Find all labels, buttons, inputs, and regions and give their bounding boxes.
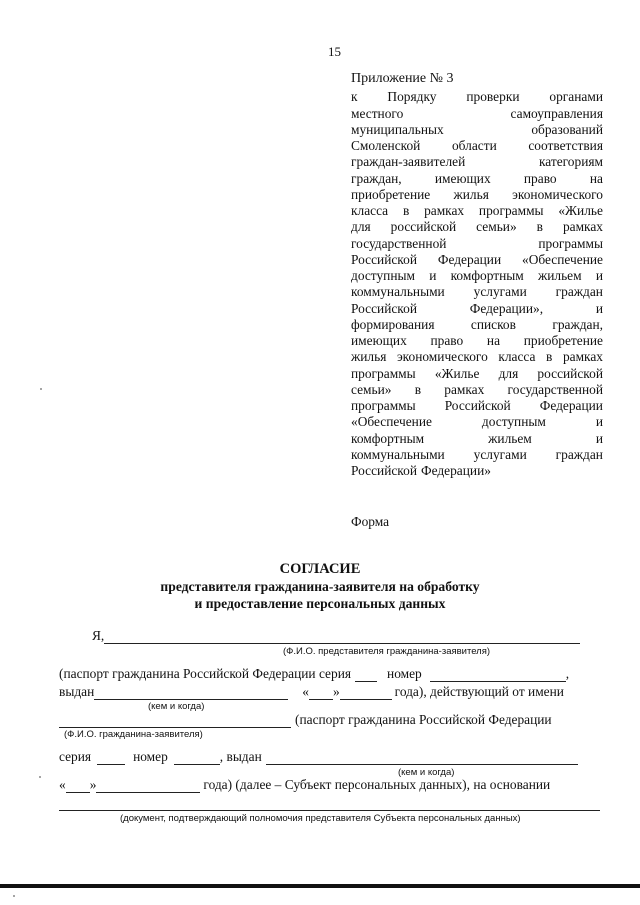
passport-number-field[interactable] xyxy=(430,669,566,682)
appendix-word: жильем xyxy=(488,430,532,446)
appendix-word: в xyxy=(546,349,553,365)
applicant-issued-hint: (кем и когда) xyxy=(398,767,455,778)
authority-document-field[interactable] xyxy=(59,810,600,811)
appendix-word: Федерации», xyxy=(469,300,544,316)
appendix-block xyxy=(351,71,603,479)
appendix-word: «Жилье xyxy=(434,365,480,381)
appendix-word: рамках xyxy=(562,349,603,365)
acting-label: года), действующий от имени xyxy=(394,684,564,699)
appendix-word: Федерации» xyxy=(421,463,491,478)
page-number: 15 xyxy=(328,44,341,59)
appendix-word: жилья xyxy=(351,349,387,365)
appendix-heading: Приложение № 3 xyxy=(351,71,454,86)
appendix-word: Федерации xyxy=(437,251,502,267)
issued-hint: (кем и когда) xyxy=(148,701,205,712)
appendix-word: и xyxy=(595,430,603,446)
appendix-line xyxy=(351,382,603,398)
appendix-word: для xyxy=(498,365,519,381)
consent-row-applicant-passport xyxy=(59,749,578,765)
document-subtitle-line2: и предоставление персональных данных xyxy=(194,596,446,611)
appendix-word: комфортным xyxy=(351,430,425,446)
appendix-word: «Обеспечение xyxy=(351,414,432,430)
scan-speck xyxy=(39,776,41,778)
appendix-word: доступным xyxy=(481,414,546,430)
appendix-word: Российской xyxy=(444,398,511,413)
series-label: серия xyxy=(59,749,92,764)
appendix-word: к xyxy=(351,89,358,105)
appendix-line xyxy=(351,463,603,479)
appendix-word: жильем xyxy=(537,268,582,283)
applicant-passport-label: (паспорт гражданина Российской Федерации xyxy=(295,712,552,727)
appendix-line xyxy=(351,398,603,414)
consent-row-issued: выдан « » года), действующий от имени xyxy=(59,684,564,699)
appendix-line xyxy=(351,431,603,447)
appendix-word: формирования xyxy=(351,316,435,332)
appendix-word: программы xyxy=(478,203,544,218)
appendix-word: Федерации xyxy=(539,398,603,413)
appendix-word: Российской xyxy=(351,251,417,267)
appendix-word: проверки xyxy=(466,89,520,105)
appendix-word: класса xyxy=(351,203,389,218)
appendix-word: доступным xyxy=(351,268,415,283)
appendix-line xyxy=(351,349,603,365)
appendix-word: коммунальными xyxy=(351,284,445,300)
representative-name-field[interactable] xyxy=(104,631,580,644)
applicant-name-hint: (Ф.И.О. гражданина-заявителя) xyxy=(64,729,203,740)
appendix-word: на xyxy=(589,170,603,186)
document-title: СОГЛАСИЕ xyxy=(279,561,361,577)
appendix-word: и xyxy=(429,268,437,283)
issued-month-year-field[interactable] xyxy=(340,687,392,700)
ya-label: Я, xyxy=(92,628,105,643)
applicant-issued-by-field[interactable] xyxy=(266,752,578,765)
appendix-line xyxy=(351,171,603,187)
form-label: Форма xyxy=(351,514,390,529)
applicant-issued-label: , выдан xyxy=(219,749,262,764)
appendix-word: и xyxy=(595,300,603,316)
appendix-line xyxy=(351,252,603,268)
applicant-number-field[interactable] xyxy=(174,752,220,765)
appendix-word: «Обеспечение xyxy=(522,251,603,267)
appendix-line xyxy=(351,154,603,170)
appendix-word: приобретение xyxy=(351,186,431,202)
appendix-line xyxy=(351,414,603,430)
appendix-line xyxy=(351,447,603,463)
appendix-word: в xyxy=(414,381,422,397)
appendix-word: коммунальными xyxy=(351,446,445,462)
appendix-line xyxy=(351,333,603,349)
appendix-word: муниципальных xyxy=(351,121,444,137)
appendix-word: приобретение xyxy=(523,333,603,348)
applicant-name-field[interactable] xyxy=(59,715,291,728)
appendix-word: списков xyxy=(470,316,516,332)
appendix-word: категориям xyxy=(538,154,603,170)
issued-day-field[interactable] xyxy=(309,687,333,700)
appendix-word: имеющих xyxy=(434,170,491,186)
appendix-text xyxy=(351,89,603,479)
appendix-word: рамках xyxy=(562,219,603,235)
appendix-word: «Жилье xyxy=(558,203,603,218)
consent-row-applicant xyxy=(59,712,552,728)
appendix-word: рамках xyxy=(444,381,485,397)
appendix-line xyxy=(351,89,603,105)
appendix-word: Порядку xyxy=(387,89,437,105)
applicant-number-label: номер xyxy=(133,749,168,764)
appendix-word: российской xyxy=(390,219,457,235)
document-subtitle-line1: представителя гражданина-заявителя на обработку xyxy=(160,579,480,594)
appendix-line xyxy=(351,203,603,219)
appendix-word: для xyxy=(351,219,371,235)
appendix-word: Российской xyxy=(351,300,417,316)
issued-by-field[interactable] xyxy=(94,687,288,700)
appendix-word: граждан, xyxy=(351,170,402,186)
appendix-word: российской xyxy=(537,365,603,381)
appendix-word: самоуправления xyxy=(510,105,603,121)
appendix-line xyxy=(351,284,603,300)
issued-label: выдан xyxy=(59,684,95,699)
appendix-word: на xyxy=(486,333,501,348)
consent-row-date: « » года) (далее – Субъект персональных данных), на основании xyxy=(59,777,551,792)
subject-label: года) (далее – Субъект персональных данных), на основании xyxy=(203,777,551,792)
appendix-word: Смоленской xyxy=(351,138,421,153)
applicant-issued-day-field[interactable] xyxy=(66,780,90,793)
appendix-word: граждан xyxy=(555,446,603,462)
appendix-word: рамках xyxy=(424,203,465,218)
appendix-line xyxy=(351,122,603,138)
appendix-word: комфортным xyxy=(450,268,524,283)
appendix-word: органами xyxy=(549,89,603,105)
appendix-word: имеющих xyxy=(351,333,407,348)
appendix-word: жилья xyxy=(453,186,489,202)
scan-border xyxy=(0,884,640,888)
consent-row-passport: (паспорт гражданина Российской Федерации серия номер , xyxy=(59,666,570,681)
passport-label: (паспорт гражданина Российской Федерации серия xyxy=(59,666,352,681)
scan-speck xyxy=(40,388,42,390)
appendix-word: программы xyxy=(351,398,416,413)
passport-series-field[interactable] xyxy=(355,669,377,682)
appendix-word: образований xyxy=(531,121,603,137)
appendix-word: и xyxy=(595,414,603,430)
appendix-word: семьи» xyxy=(351,381,392,397)
authority-document-hint: (документ, подтверждающий полномочия представителя Субъекта персональных данных) xyxy=(120,813,521,824)
appendix-line xyxy=(351,301,603,317)
appendix-line xyxy=(351,138,603,154)
appendix-word: семьи» xyxy=(476,219,517,235)
appendix-word: услугами xyxy=(473,284,527,300)
appendix-word: в xyxy=(536,219,543,235)
appendix-line xyxy=(351,187,603,203)
consent-row-name xyxy=(92,628,580,644)
appendix-line xyxy=(351,366,603,382)
number-label: номер xyxy=(387,666,422,681)
appendix-line xyxy=(351,106,603,122)
appendix-word: класса xyxy=(498,349,536,365)
appendix-line xyxy=(351,268,603,284)
appendix-word: программы xyxy=(351,365,416,381)
appendix-word: области xyxy=(451,138,497,153)
appendix-word: право xyxy=(430,333,464,348)
appendix-word: в xyxy=(402,203,410,218)
appendix-word: услугами xyxy=(473,446,527,462)
representative-name-hint: (Ф.И.О. представителя гражданина-заявителя) xyxy=(283,646,491,657)
appendix-word: Российской xyxy=(351,463,417,478)
appendix-line xyxy=(351,236,603,252)
appendix-line xyxy=(351,317,603,333)
appendix-line xyxy=(351,219,603,235)
appendix-word: граждан-заявителей xyxy=(351,154,466,170)
appendix-word: местного xyxy=(351,105,404,121)
appendix-word: граждан xyxy=(555,284,603,300)
appendix-word: граждан, xyxy=(552,316,603,332)
appendix-word: государственной xyxy=(351,235,447,251)
appendix-word: программы xyxy=(538,235,603,251)
appendix-word: и xyxy=(595,268,603,283)
appendix-word: государственной xyxy=(507,381,603,397)
appendix-word: экономического xyxy=(512,186,603,202)
applicant-series-field[interactable] xyxy=(97,752,125,765)
appendix-word: право xyxy=(523,170,557,186)
scan-speck xyxy=(13,895,15,897)
appendix-word: экономического xyxy=(396,349,488,365)
applicant-issued-month-year-field[interactable] xyxy=(96,780,200,793)
appendix-word: соответствия xyxy=(528,138,603,153)
